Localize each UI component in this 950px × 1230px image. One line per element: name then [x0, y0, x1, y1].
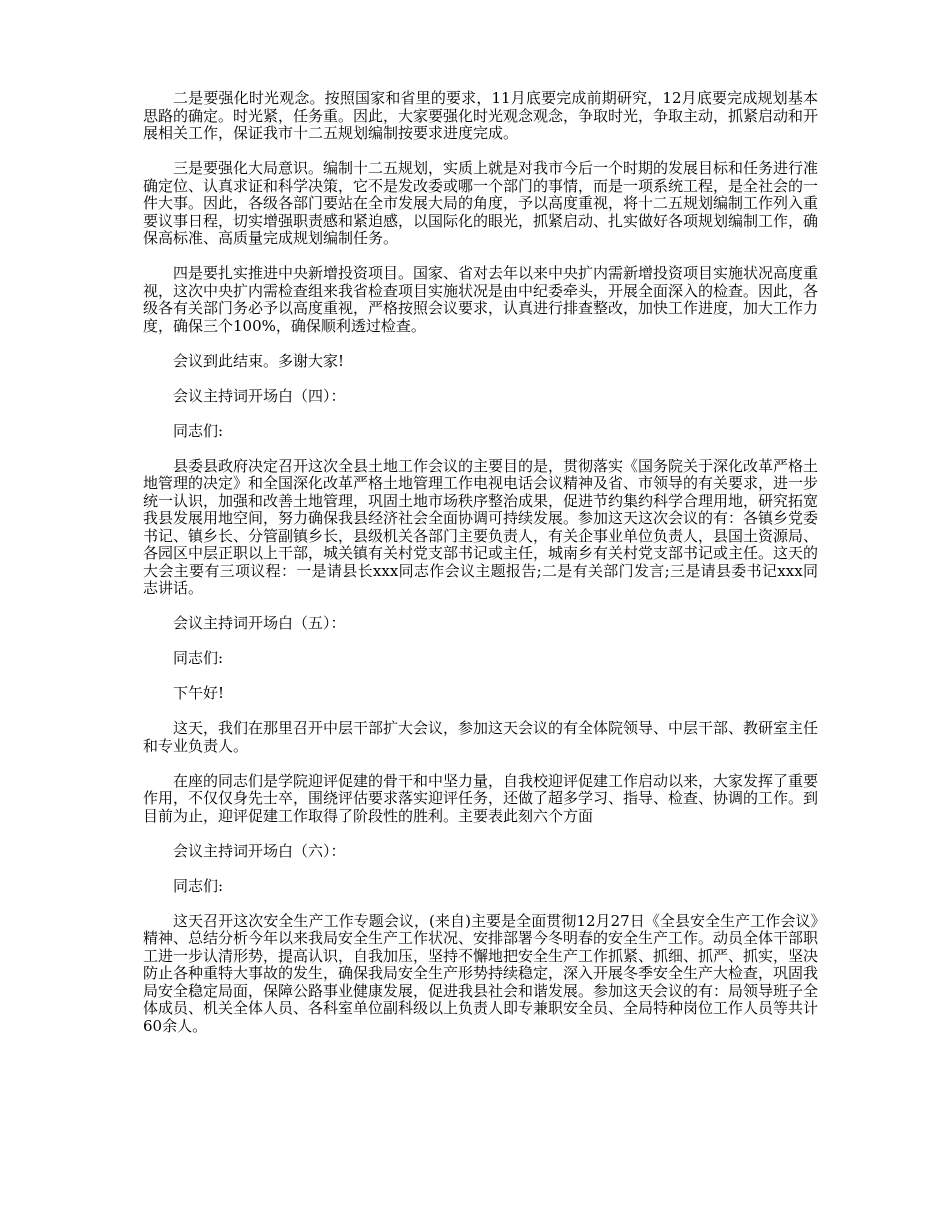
heading-opening-6: 会议主持词开场白（六）： — [173, 841, 346, 860]
paragraph-time-concept: 二是要强化时光观念。按照国家和省里的要求，11月底要完成前期研究，12月底要完成规划基本思路的确定。时光紧，任务重。因此，大家要强化时光观念观念，争取时光，争取主动，抓紧启动和开展相关工作，保证我市十二五规划编制按要求进度完成。 — [143, 89, 819, 142]
paragraph-meeting-end: 会议到此结束。多谢大家! — [173, 351, 345, 370]
paragraph-evaluation-work: 在座的同志们是学院迎评促建的骨干和中坚力量，自我校迎评促建工作启动以来，大家发挥了重要作用，不仅仅身先士卒，围绕评估要求落实迎评任务，还做了超多学习、指导、检查、协调的工作。到目前为止，迎评促建工作取得了阶段性的胜利。主要表此刻六个方面 — [143, 771, 819, 825]
heading-opening-4: 会议主持词开场白（四）： — [173, 386, 346, 405]
paragraph-investment-projects: 四是要扎实推进中央新增投资项目。国家、省对去年以来中央扩内需新增投资项目实施状况高度重视，这次中央扩内需检查组来我省检查项目实施状况是由中纪委牵头，开展全面深入的检查。因此，各级各有关部门务必予以高度重视，严格按照会议要求，认真进行排查整改，加快工作进度，加大工作力度，确保三个100%，确保顺利透过检查。 — [143, 264, 819, 335]
heading-opening-5: 会议主持词开场白（五）： — [173, 614, 346, 632]
paragraph-land-meeting: 县委县政府决定召开这次全县土地工作会议的主要目的是，贯彻落实《国务院关于深化改革严格土地管理的决定》和全国深化改革严格土地管理工作电视电话会议精神及省、市领导的有关要求，进一步统一认识，加强和改善土地管理，巩固土地市场秩序整治成果，促进节约集约科学合理用地，研究拓宽我县发展用地空间，努力确保我县经济社会全面协调可持续发展。参加这天这次会议的有：各镇乡党委书记、镇乡长、分管副镇乡长，县级机关各部门主要负责人，有关企事业单位负责人，县国土资源局、各园区中层正职以上干部，城关镇有关村党支部书记或主任，城南乡有关村党支部书记或主任。这天的大会主要有三项议程：一是请县长xxx同志作会议主题报告;二是有关部门发言;三是请县委书记xxx同志讲话。 — [143, 456, 819, 597]
greeting-afternoon: 下午好! — [173, 684, 225, 702]
document-body — [143, 90, 818, 1053]
salutation-comrades-5: 同志们: — [173, 649, 224, 667]
paragraph-overall-awareness: 三是要强化大局意识。编制十二五规划，实质上就是对我市今后一个时期的发展目标和任务进行准确定位、认真求证和科学决策，它不是发改委或哪一个部门的事情，而是一项系统工程，是全社会的一件大事。因此，各级各部门要站在全市发展大局的角度，予以高度重视，将十二五规划编制工作列入重要议事日程，切实增强职责感和紧迫感，以国际化的眼光，抓紧启动、扎实做好各项规划编制工作，确保高标准、高质量完成规划编制任务。 — [143, 159, 819, 247]
paragraph-safety-meeting: 这天召开这次安全生产工作专题会议，(来自)主要是全面贯彻12月27日《全县安全生产工作会议》精神、总结分析今年以来我局安全生产工作状况、安排部署今冬明春的安全生产工作。动员全体干部职工进一步认清形势，提高认识，自我加压，坚持不懈地把安全生产工作抓紧、抓细、抓严、抓实，坚决防止各种重特大事故的发生，确保我局安全生产形势持续稳定，深入开展冬季安全生产大检查，巩固我局安全稳定局面，保障公路事业健康发展，促进我县社会和谐发展。参加这天会议的有：局领导班子全体成员、机关全体人员、各科室单位副科级以上负责人即专兼职安全员、全局特种岗位工作人员等共计60余人。 — [143, 911, 819, 1035]
salutation-comrades-6: 同志们: — [173, 876, 224, 895]
salutation-comrades-4: 同志们: — [173, 421, 224, 440]
paragraph-cadre-meeting: 这天，我们在那里召开中层干部扩大会议，参加这天会议的有全体院领导、中层干部、教研室主任和专业负责人。 — [143, 719, 819, 755]
